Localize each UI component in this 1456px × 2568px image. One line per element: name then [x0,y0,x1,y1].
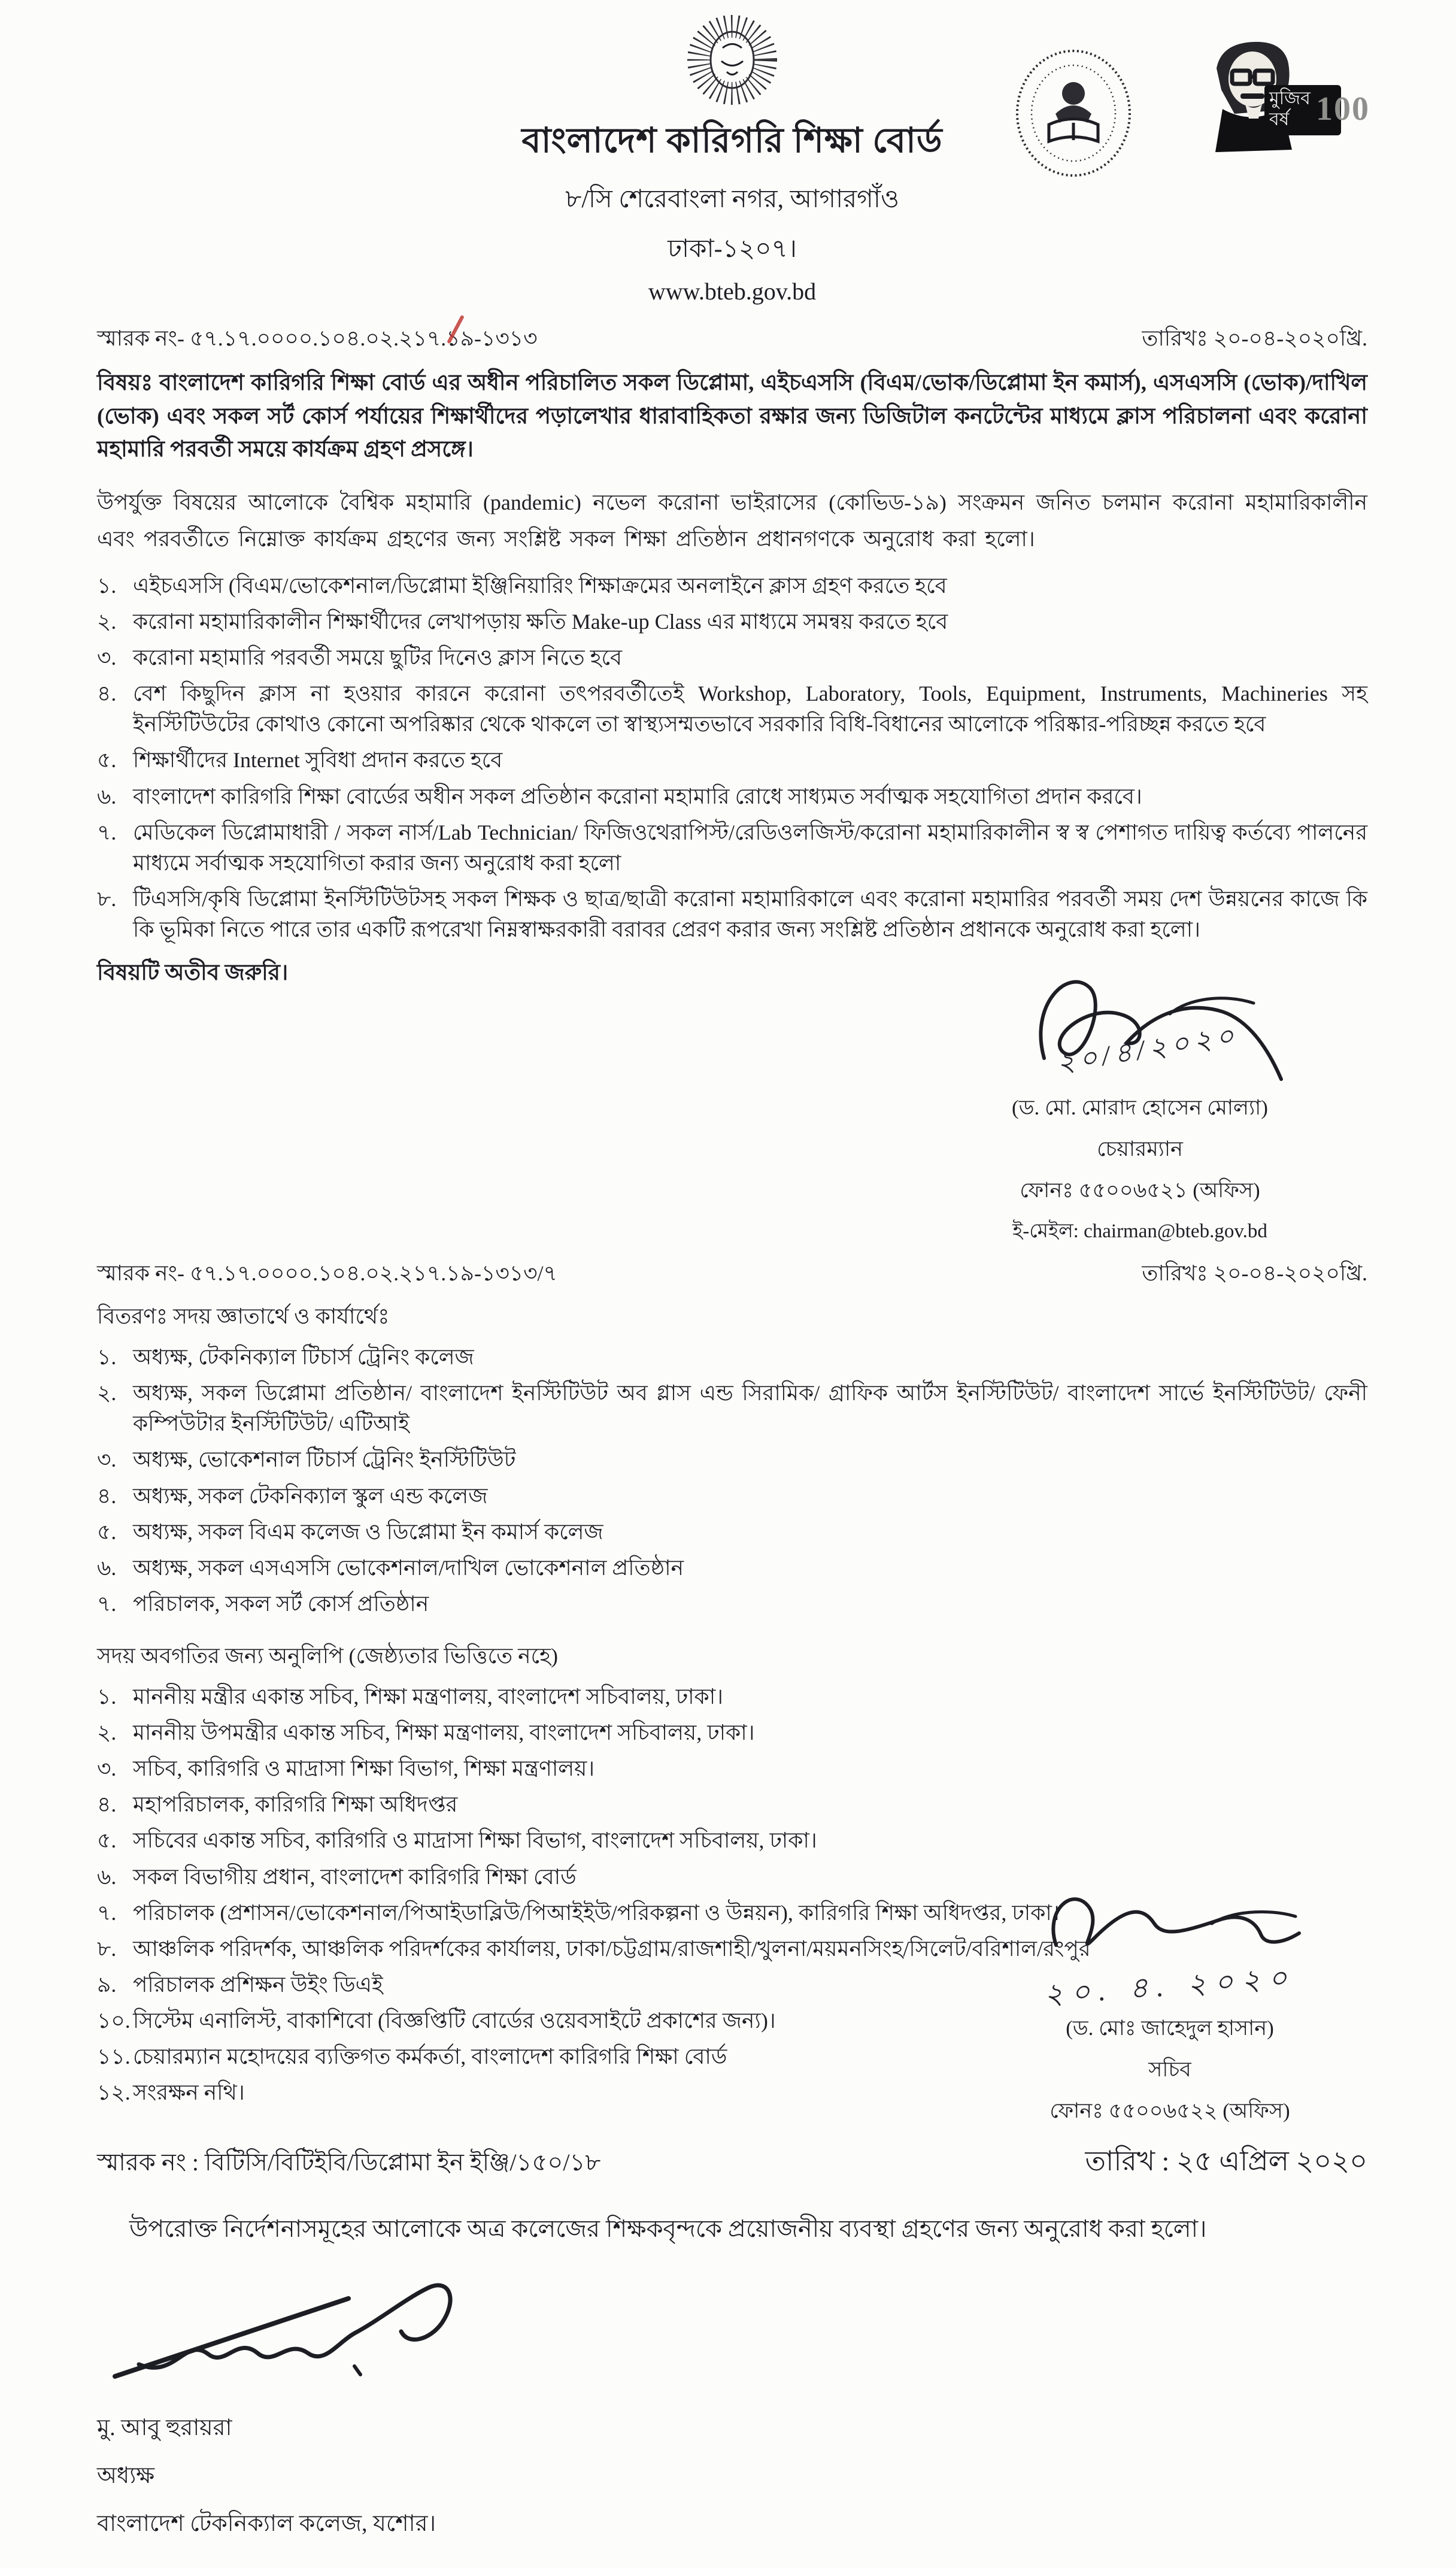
secretary-phone: ফোনঃ ৫৫০০৬৫২২ (অফিস) [1049,2098,1290,2122]
distribution-item: ২. অধ্যক্ষ, সকল ডিপ্লোমা প্রতিষ্ঠান/ বাংলাদেশ ইনস্টিটিউট অব গ্লাস এন্ড সিরামিক/ গ্রাফিক আর্টস ইনস্টিটিউট/ বাংলাদেশ সার্ভে ইনস্টিটিউট/ ফেনী কম্পিউটার ইনস্টিটিউট/ এটিআই [97,1381,1367,1436]
urgency-note: বিষয়টি অতীব জরুরি। [97,961,289,986]
cc-heading: সদয় অবগতির জন্য অনুলিপি (জেষ্ঠ্যতার ভিত্তিতে নহে) [97,1643,558,1668]
memo3-reference-row [97,2140,1367,2186]
memo3-date: তারিখ : ২৫ এপ্রিল ২০২০ [1085,2146,1367,2177]
distribution-item: ৫. অধ্যক্ষ, সকল বিএম কলেজ ও ডিপ্লোমা ইন কমার্স কলেজ [97,1519,603,1544]
chairman-email: ই-মেইল: chairman@bteb.gov.bd [1012,1221,1267,1243]
chairman-role: চেয়ারম্যান [1097,1137,1183,1161]
chairman-name: (ড. মো. মোরাদ হোসেন মোল্যা) [1012,1096,1268,1120]
secretary-signature-block [978,1861,1361,2130]
principal-signature-block [97,2266,1367,2544]
chairman-signature-block [930,956,1349,1249]
distribution-list [97,1342,1367,1619]
distribution-heading: বিতরণঃ সদয় জ্ঞাতার্থে ও কার্যার্থেঃ [97,1304,390,1329]
directive-item: ৮. টিএসসি/কৃষি ডিপ্লোমা ইনস্টিটিউটসহ সকল শিক্ষক ও ছাত্র/ছাত্রী করোনা মহামারিকালে এবং করোনা মহামারির পরবর্তী সময় দেশ উন্নয়নের কাজে কি কি ভূমিকা নিতে পারে তার একটি রূপরেখা নিম্নস্বাক্ষরকারী বরাবর প্রেরণ করার জন্য সংশ্লিষ্ট প্রতিষ্ঠান প্রধানকে অনুরোধ করা হলো। [97,886,1367,941]
memo3-body: উপরোক্ত নির্দেশনাসমূহের আলোকে অত্র কলেজের শিক্ষকবৃন্দকে প্রয়োজনীয় ব্যবস্থা গ্রহণের জন্য অনুরোধ করা হলো। [129,2215,1207,2243]
cc-item: ৪. মহাপরিচালক, কারিগরি শিক্ষা অধিদপ্তর [97,1792,458,1817]
org-website: www.bteb.gov.bd [648,278,817,305]
intro-paragraph: উপর্যুক্ত বিষয়ের আলোকে বৈশ্বিক মহামারি (pandemic) নভেল করোনা ভাইরাসের (কোভিড-১৯) সংক্রমন জনিত চলমান করোনা মহামারিকালীন এবং পরবর্তীতে নিম্নোক্ত কার্যক্রম গ্রহণের জন্য সংশ্লিষ্ট সকল শিক্ষা প্রতিষ্ঠান প্রধানগণকে অনুরোধ করা হলো। [97,490,1367,551]
directive-item: ৪. বেশ কিছুদিন ক্লাস না হওয়ার কারনে করোনা তৎপরবর্তীতেই Workshop, Laboratory, Tools, Equipment, Instruments, Machineries সহ ইনস্টিটিউটের কোথাও কোনো অপরিষ্কার থেকে থাকলে তা স্বাস্থ্যসম্মতভাবে সরকারি বিধি-বিধানের আলোকে পরিষ্কার-পরিচ্ছন্ন করতে হবে [97,682,1367,737]
mujib-word1: মুজিব [1269,89,1311,108]
memo1-reference-row [97,322,1367,358]
cc-item: ১০. সিস্টেম এনালিস্ট, বাকাশিবো (বিজ্ঞপ্তিটি বোর্ডের ওয়েবসাইটে প্রকাশের জন্য)। [97,2008,776,2033]
cc-item: ৬. সকল বিভাগীয় প্রধান, বাংলাদেশ কারিগরি শিক্ষা বোর্ড [97,1864,577,1889]
distribution-item: ৭. পরিচালক, সকল সর্ট কোর্স প্রতিষ্ঠান [97,1591,429,1616]
principal-signature-scrawl [97,2266,480,2394]
principal-institution: বাংলাদেশ টেকনিক্যাল কলেজ, যশোর। [97,2511,436,2537]
memo1-date: তারিখঃ ২০-০৪-২০২০খ্রি. [1142,326,1367,350]
directive-item: ৫. শিক্ষার্থীদের Internet সুবিধা প্রদান করতে হবে [97,748,503,773]
principal-name: মু. আবু হুরায়রা [97,2415,232,2441]
memo2-number: স্মারক নং- ৫৭.১৭.০০০০.১০৪.০২.২১৭.১৯-১৩১৩/৭ [97,1261,557,1286]
mujib-word2: বর্ষ [1269,109,1290,129]
directive-item: ৬. বাংলাদেশ কারিগরি শিক্ষা বোর্ডের অধীন সকল প্রতিষ্ঠান করোনা মহামারি রোধে সাধ্যমত সর্বাত্মক সহযোগিতা প্রদান করবে। [97,784,1142,808]
distribution-item: ১. অধ্যক্ষ, টেকনিক্যাল টিচার্স ট্রেনিং কলেজ [97,1345,474,1370]
letterhead [97,11,1370,305]
memo1-number: স্মারক নং- ৫৭.১৭.০০০০.১০৪.০২.২১৭.১৯-১৩১৩ [97,326,538,350]
cc-item: ২. মাননীয় উপমন্ত্রীর একান্ত সচিব, শিক্ষা মন্ত্রণালয়, বাংলাদেশ সচিবালয়, ঢাকা। [97,1721,755,1745]
org-address-line2: ঢাকা-১২০৭। [668,235,797,263]
cc-item: ৩. সচিব, কারিগরি ও মাদ্রাসা শিক্ষা বিভাগ, শিক্ষা মন্ত্রণালয়। [97,1757,595,1781]
cc-item: ৯. পরিচালক প্রশিক্ষন উইং ডিএই [97,1972,383,1997]
bteb-sunburst-logo-icon [678,11,786,111]
directive-list [97,571,1367,945]
memo2-reference-row [97,1257,1367,1293]
directive-item: ৭. মেডিকেল ডিপ্লোমাধারী / সকল নার্স/Lab Technician/ ফিজিওথেরাপিস্ট/রেডিওলজিস্ট/করোনা মহামারিকালীন স্ব স্ব পেশাগত দায়িত্ব কর্তব্যে পালনের মাধ্যমে সর্বাত্মক সহযোগিতা করার জন্য অনুরোধ করা হলো [97,820,1367,875]
distribution-item: ৬. অধ্যক্ষ, সকল এসএসসি ভোকেশনাল/দাখিল ভোকেশনাল প্রতিষ্ঠান [97,1555,684,1580]
memo3-number: স্মারক নং : বিটিসি/বিটিইবি/ডিপ্লোমা ইন ইঞ্জি/১৫০/১৮ [97,2149,601,2176]
memo2-date: তারিখঃ ২০-০৪-২০২০খ্রি. [1142,1261,1367,1286]
mujib-100-label: 100 [1316,90,1370,128]
principal-role: অধ্যক্ষ [97,2463,155,2489]
chairman-handwritten-date: ২০/৪/২০২০ [1054,1019,1241,1079]
cc-item: ৫. সচিবের একান্ত সচিব, কারিগরি ও মাদ্রাসা শিক্ষা বিভাগ, বাংলাদেশ সচিবালয়, ঢাকা। [97,1828,817,1853]
distribution-item: ৩. অধ্যক্ষ, ভোকেশনাল টিচার্স ট্রেনিং ইনস্টিটিউট [97,1447,516,1472]
subject-line: বিষয়ঃ বাংলাদেশ কারিগরি শিক্ষা বোর্ড এর অধীন পরিচালিত সকল ডিপ্লোমা, এইচএসসি (বিএম/ভোক/ডিপ্লোমা ইন কমার্স), এসএসসি (ভোক)/দাখিল (ভোক) এবং সকল সর্ট কোর্স পর্যায়ের শিক্ষার্থীদের পড়ালেখার ধারাবাহিকতা রক্ষার জন্য ডিজিটাল কনটেন্টের মাধ্যমে ক্লাস পরিচালনা এবং করোনা মহামারি পরবর্তী সময়ে কার্যক্রম গ্রহণ প্রসঙ্গে। [97,371,1368,462]
cc-item: ১১. চেয়ারম্যান মহোদয়ের ব্যক্তিগত কর্মকর্তা, বাংলাদেশ কারিগরি শিক্ষা বোর্ড [97,2045,727,2069]
directive-item: ৩. করোনা মহামারি পরবর্তী সময়ে ছুটির দিনেও ক্লাস নিতে হবে [97,646,622,670]
org-name: বাংলাদেশ কারিগরি শিক্ষা বোর্ড [521,121,943,160]
chairman-phone: ফোনঃ ৫৫০০৬৫২১ (অফিস) [1020,1179,1260,1203]
cc-item: ৭. পরিচালক (প্রশাসন/ভোকেশনাল/পিআইডাব্লিউ/পিআইইউ/পরিকল্পনা ও উন্নয়ন), কারিগরি শিক্ষা অধিদপ্তর, ঢাকা। [97,1900,1060,1925]
mujib-borsho-logo [1188,32,1370,164]
org-address-line1: ৮/সি শেরেবাংলা নগর, আগারগাঁও [565,186,899,213]
cc-item: ৮. আঞ্চলিক পরিদর্শক, আঞ্চলিক পরিদর্শকের কার্যালয়, ঢাকা/চট্টগ্রাম/রাজশাহী/খুলনা/ময়মনসিংহ/সিলেট/বরিশাল/রংপুর [97,1936,1091,1961]
secretary-role: সচিব [1148,2057,1191,2081]
cc-section [97,1682,1367,2122]
secretary-name: (ড. মোঃ জাহেদুল হাসান) [1066,2016,1274,2040]
cc-item: ১. মাননীয় মন্ত্রীর একান্ত সচিব, শিক্ষা মন্ত্রণালয়, বাংলাদেশ সচিবালয়, ঢাকা। [97,1684,724,1709]
directive-item: ১. এইচএসসি (বিএম/ভোকেশনাল/ডিপ্লোমা ইঞ্জিনিয়ারিং শিক্ষাক্রমের অনলাইনে ক্লাস গ্রহণ করতে হবে [97,573,947,598]
secretary-handwritten-date: ২০. ৪. ২০২০ [1043,1961,1297,2011]
distribution-item: ৪. অধ্যক্ষ, সকল টেকনিক্যাল স্কুল এন্ড কলেজ [97,1483,488,1508]
cc-item: ১২. সংরক্ষন নথি। [97,2081,245,2105]
education-seal-icon [1012,46,1135,181]
directive-item: ২. করোনা মহামারিকালীন শিক্ষার্থীদের লেখাপড়ায় ক্ষতি Make-up Class এর মাধ্যমে সমন্বয় করতে হবে [97,609,948,634]
secretary-signature-scrawl [1032,1861,1308,1972]
